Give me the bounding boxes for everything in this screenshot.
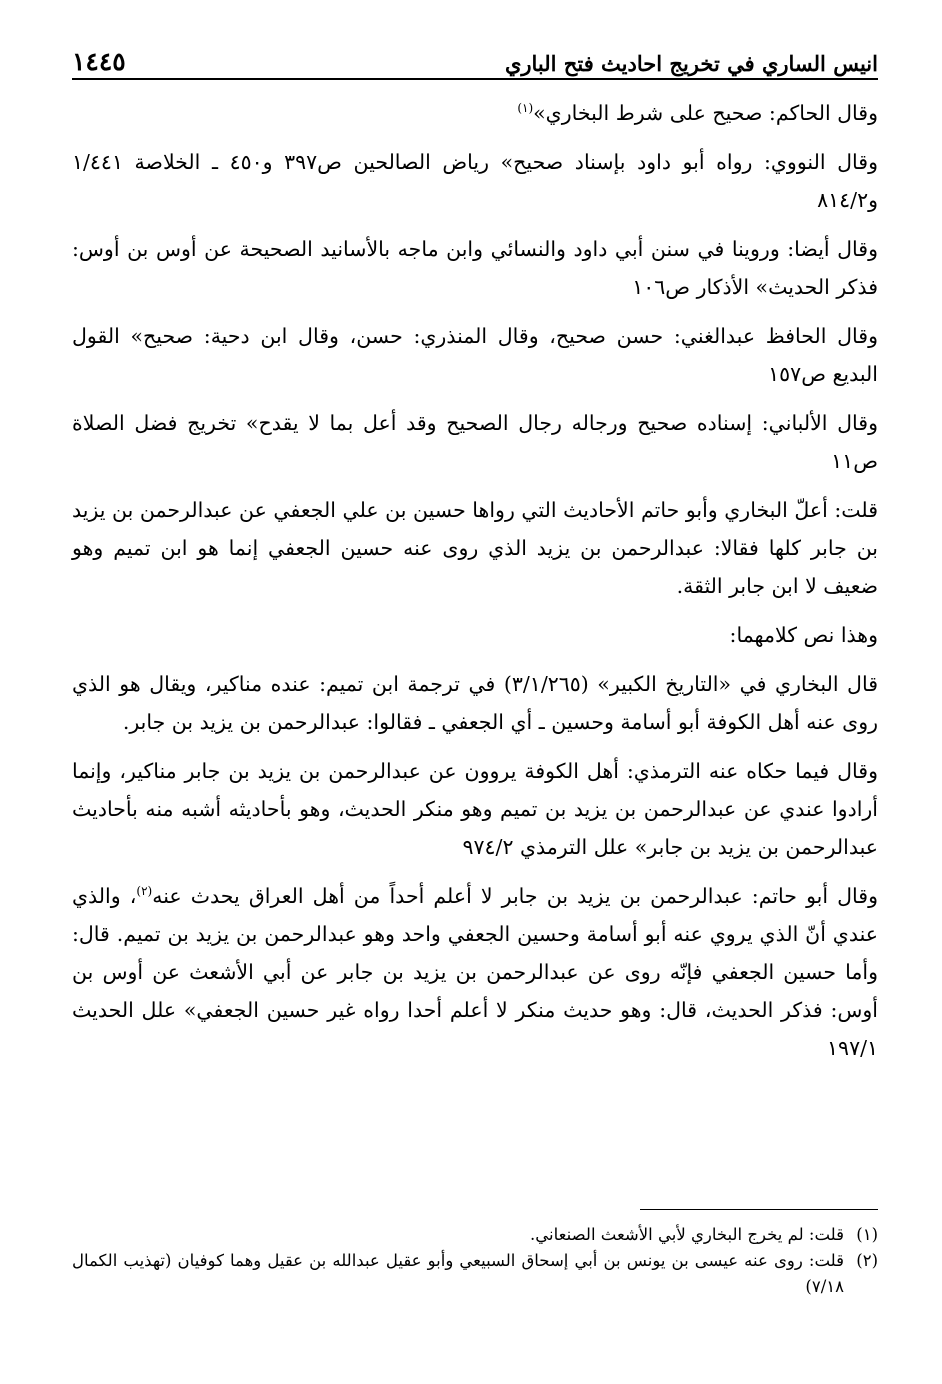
paragraph-hakim <box>72 94 878 132</box>
page-number: ١٤٤٥ <box>72 47 126 76</box>
paragraph-abu-hatim <box>72 877 878 1067</box>
footnote-1 <box>72 1222 878 1248</box>
running-title: انيس الساري في تخريج احاديث فتح الباري <box>504 51 878 76</box>
book-page <box>72 36 878 1366</box>
footnote-ref-1: (١) <box>517 101 534 116</box>
paragraph-nawawi: وقال النووي: رواه أبو داود بإسناد صحيح» رياض الصالحين ص٣٩٧ و٤٥٠ ـ الخلاصة ١/٤٤١ و٨١٤/٢ <box>72 150 878 212</box>
footnotes <box>72 1222 878 1300</box>
running-header <box>72 36 878 80</box>
paragraph-text: وقال الحاكم: صحيح على شرط البخاري» <box>533 101 878 125</box>
footnote-ref-2: (٢) <box>136 884 153 899</box>
paragraph-abdulghani: وقال الحافظ عبدالغني: حسن صحيح، وقال المنذري: حسن، وقال ابن دحية: صحيح» القول البديع ص١٥٧ <box>72 324 878 386</box>
footnote-text: قلت: روى عنه عيسى بن يونس بن أبي إسحاق السبيعي وأبو عقيل عبدالله بن عقيل وهما كوفيان (تهذيب الكمال ٧/١٨) <box>72 1251 844 1296</box>
paragraph-text: وقال أبو حاتم: عبدالرحمن بن يزيد بن جابر لا أعلم أحداً من أهل العراق يحدث عنه <box>152 884 878 908</box>
footnote-2 <box>72 1248 878 1300</box>
footnote-marker: (١) <box>856 1225 878 1244</box>
main-text <box>72 94 878 1067</box>
footnote-text: قلت: لم يخرج البخاري لأبي الأشعث الصنعاني. <box>530 1225 844 1244</box>
paragraph-tirmidhi: وقال فيما حكاه عنه الترمذي: أهل الكوفة يروون عن عبدالرحمن بن يزيد بن جابر مناكير، وإنما أرادوا عندي عن عبدالرحمن بن يزيد بن تميم وهو منكر الحديث، وهو بأحاديثه أشبه منه بأحاديث عبدالرحمن بن يزيد بن جابر» علل الترمذي ٩٧٤/٢ <box>72 759 878 859</box>
paragraph-nass: وهذا نص كلامهما: <box>729 623 878 647</box>
footnote-marker: (٢) <box>856 1251 878 1270</box>
paragraph-text: ، والذي عندي أنّ الذي يروي عنه أبو أسامة وحسين الجعفي واحد وهو عبدالرحمن بن يزيد بن تميم. قال: وأما حسين الجعفي فإنّه روى عن عبدالرحمن بن يزيد بن جابر عن أبي الأشعث عن أوس بن أوس: فذكر الحديث، قال: وهو حديث منكر لا أعلم أحدا رواه غير حسين الجعفي» علل الحديث ١٩٧/١ <box>72 884 878 1060</box>
paragraph-bukhari: قال البخاري في «التاريخ الكبير» (٣/١/٢٦٥) في ترجمة ابن تميم: عنده مناكير، ويقال هو الذي روى عنه أهل الكوفة أبو أسامة وحسين ـ أي الجعفي ـ فقالوا: عبدالرحمن بن يزيد بن جابر. <box>72 672 878 734</box>
footnote-divider <box>640 1209 878 1210</box>
paragraph-qultu: قلت: أعلّ البخاري وأبو حاتم الأحاديث التي رواها حسين بن علي الجعفي عن عبدالرحمن بن يزيد بن جابر كلها فقالا: عبدالرحمن بن يزيد الذي روى عنه حسين الجعفي إنما هو ابن تميم وهو ضعيف لا ابن جابر الثقة. <box>72 498 878 598</box>
paragraph-nawawi-also: وقال أيضا: وروينا في سنن أبي داود والنسائي وابن ماجه بالأسانيد الصحيحة عن أوس بن أوس: فذكر الحديث» الأذكار ص١٠٦ <box>72 237 878 299</box>
paragraph-albani: وقال الألباني: إسناده صحيح ورجاله رجال الصحيح وقد أعل بما لا يقدح» تخريج فضل الصلاة ص١١ <box>72 411 878 473</box>
